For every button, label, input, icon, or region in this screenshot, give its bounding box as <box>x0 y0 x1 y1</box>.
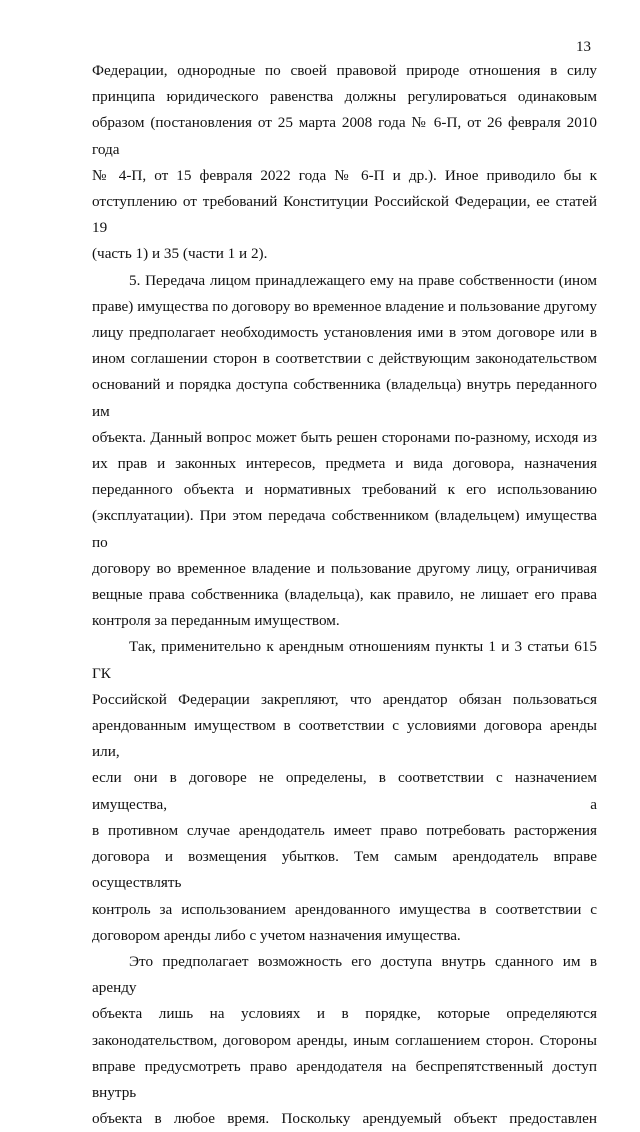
page-number: 13 <box>576 39 591 55</box>
text-line: в противном случае арендодатель имеет право потребовать расторжения <box>92 821 597 839</box>
text-line: отступлению от требований Конституции Российской Федерации, ее статей 19 <box>92 193 597 237</box>
text-line: лицу предполагает необходимость установления ими в этом договоре или в <box>92 324 597 342</box>
text-line: переданного объекта и нормативных требований к его использованию <box>92 481 597 499</box>
text-line: договору во временное владение и пользование другому лицу, ограничивая <box>92 559 597 577</box>
text-line: их прав и законных интересов, предмета и вида договора, назначения <box>92 455 597 473</box>
text-line: ином соглашении сторон в соответствии с действующим законодательством <box>92 350 597 368</box>
text-line: арендованным имуществом в соответствии с условиями договора аренды или, <box>92 717 597 761</box>
text-line: Так, применительно к арендным отношениям пункты 1 и 3 статьи 615 ГК <box>92 638 597 682</box>
text-line: образом (постановления от 25 марта 2008 года № 6-П, от 26 февраля 2010 года <box>92 114 597 158</box>
text-line: законодательством, договором аренды, иным соглашением сторон. Стороны <box>92 1031 597 1049</box>
text-line: (эксплуатации). При этом передача собственником (владельцем) имущества по <box>92 507 597 551</box>
text-line: объекта в любое время. Поскольку арендуемый объект предоставлен <box>92 1110 597 1128</box>
text-line: договора и возмещения убытков. Тем самым арендодатель вправе осуществлять <box>92 848 597 892</box>
text-line: вправе предусмотреть право арендодателя на беспрепятственный доступ внутрь <box>92 1057 597 1101</box>
text-line: 5. Передача лицом принадлежащего ему на праве собственности (ином <box>129 271 597 289</box>
text-line: принципа юридического равенства должны регулироваться одинаковым <box>92 88 597 106</box>
text-line: № 4-П, от 15 февраля 2022 года № 6-П и др.). Иное приводило бы к <box>92 166 597 184</box>
text-line: объекта. Данный вопрос может быть решен сторонами по-разному, исходя из <box>92 428 597 446</box>
text-line: договором аренды либо с учетом назначения имущества. <box>92 926 461 944</box>
text-line: праве) имущества по договору во временное владение и пользование другому <box>92 297 597 315</box>
text-line: Российской Федерации закрепляют, что арендатор обязан пользоваться <box>92 690 597 708</box>
text-line: контроля за переданным имуществом. <box>92 612 340 630</box>
text-line: Это предполагает возможность его доступа внутрь сданного им в аренду <box>92 952 597 997</box>
text-line: Федерации, однородные по своей правовой природе отношения в силу <box>92 62 597 79</box>
text-line: оснований и порядка доступа собственника (владельца) внутрь переданного им <box>92 376 597 420</box>
body-text <box>92 58 597 1132</box>
text-line: контроль за использованием арендованного имущества в соответствии с <box>92 900 597 918</box>
text-line: (часть 1) и 35 (части 1 и 2). <box>92 245 268 263</box>
text-line: вещные права собственника (владельца), как правило, не лишает его права <box>92 586 597 604</box>
text-line: объекта лишь на условиях и в порядке, которые определяются <box>92 1005 597 1023</box>
text-line: если они в договоре не определены, в соответствии с назначением имущества, а <box>92 769 597 813</box>
